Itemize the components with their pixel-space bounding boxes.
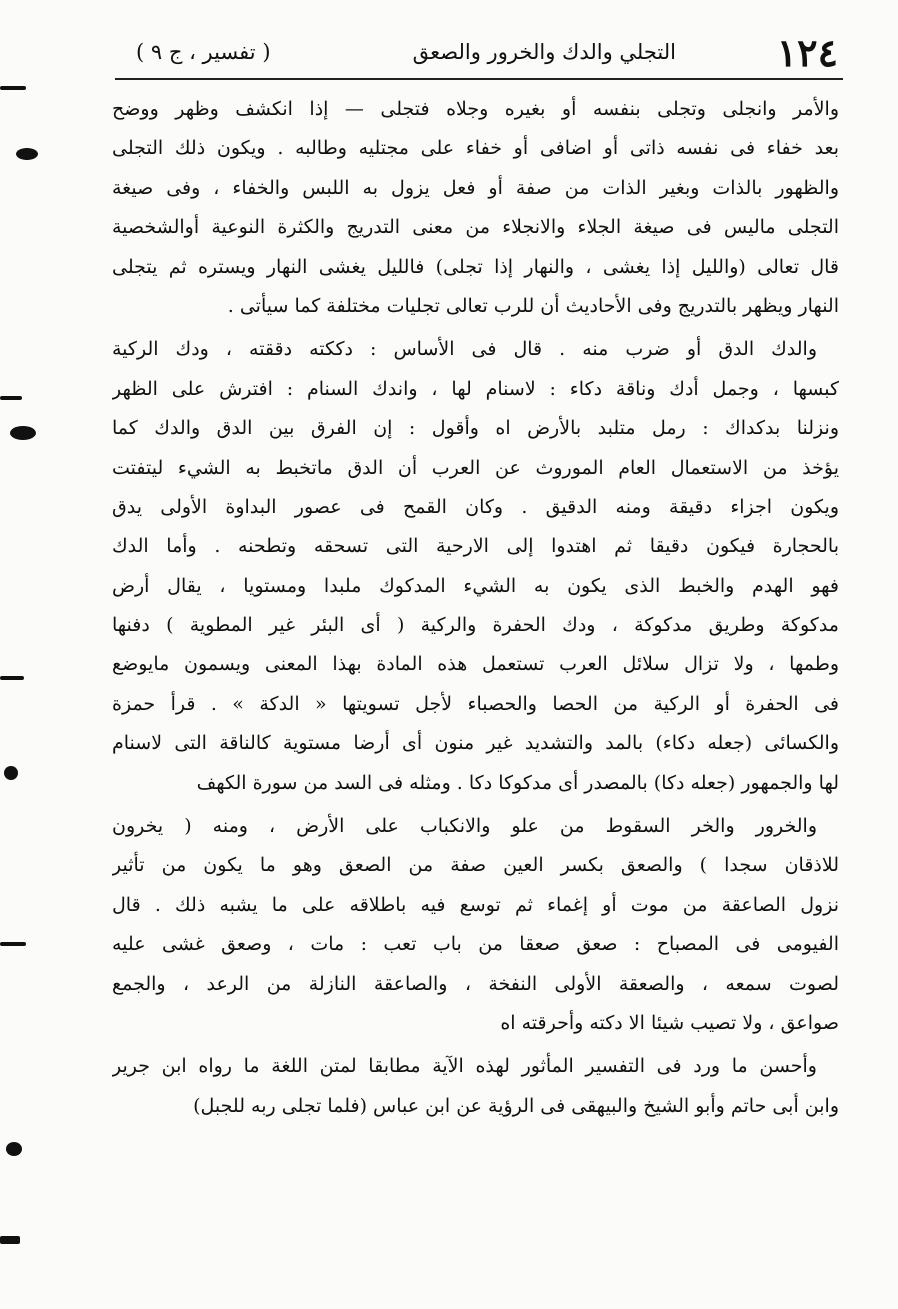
text-line: نزول الصاعقة من موت أو إغماء ثم توسع فيه باطلاقه على ما يشبه ذلك . قال — [112, 893, 839, 916]
text-line: بالحجارة فيكون دقيقا ثم اهتدوا إلى الارحية التى تسحقه وتطحنه . وأما الدك — [112, 535, 839, 558]
text-line: والخرور والخر السقوط من علو والانكباب على الأرض ، ومنه ( يخرون — [112, 815, 817, 838]
paragraph — [112, 90, 839, 326]
text-line: النهار ويظهر بالتدريج وفى الأحاديث أن للرب تعالى تجليات مختلفة كما سيأتى . — [227, 294, 839, 317]
paragraph — [112, 1047, 839, 1126]
running-title: التجلي والدك والخرور والصعق — [412, 40, 676, 64]
text-line: كبسها ، وجمل أدك وناقة دكاء : لاسنام لها ، واندك السنام : افترش على الظهر — [112, 377, 839, 400]
text-line: وابن أبى حاتم وأبو الشيخ والبيهقى فى الرؤية عن ابن عباس (فلما تجلى ربه للجبل) — [193, 1094, 839, 1117]
page-number: ١٢٤ — [776, 30, 838, 75]
text-line: والظهور بالذات وبغير الذات من صفة أو فعل يزول به اللبس والخفاء ، وفى صيغة — [112, 176, 839, 199]
paragraph — [112, 330, 839, 803]
text-line: والكسائى (جعله دكاء) بالمد والتشديد غير منون أى أرضا مستوية كالناقة التى لاسنام — [112, 732, 839, 755]
text-line: لها والجمهور (جعله دكا) بالمصدر أى مدكوكا دكا . ومثله فى السد من سورة الكهف — [196, 771, 839, 794]
body-text — [112, 90, 839, 1126]
page-header — [120, 28, 838, 78]
scan-mark — [0, 942, 26, 946]
text-line: وطمها ، ولا تزال سلائل العرب تستعمل هذه المادة بهذا المعنى ويسمون مايوضع — [112, 653, 839, 676]
text-line: يؤخذ من الاستعمال العام الموروث عن العرب أن الدق ماتخبط به الشيء ليتفتت — [112, 456, 839, 479]
text-line: ويكون اجزاء دقيقة ومنه الدقيق . وكان القمح فى عصور البداوة الأولى يدق — [112, 495, 839, 518]
text-line: بعد خفاء فى نفسه ذاتى أو اضافى أو خفاء على مجتليه وطالبه . ويكون ذلك التجلى — [112, 137, 839, 160]
text-line: والدك الدق أو ضرب منه . قال فى الأساس : دككته دققته ، ودك الركية — [112, 338, 817, 361]
scan-mark — [0, 86, 26, 90]
text-line: لصوت سمعه ، والصعقة الأولى النفخة ، والصاعقة النازلة من الرعد ، والجمع — [112, 972, 839, 995]
text-line: وأحسن ما ورد فى التفسير المأثور لهذه الآية مطابقا لمتن اللغة ما رواه ابن جرير — [112, 1055, 817, 1078]
text-line: صواعق ، ولا تصيب شيئا الا دكته وأحرقته اه — [500, 1011, 839, 1034]
scan-mark — [10, 426, 36, 440]
text-line: الفيومى فى المصباح : صعق صعقا من باب تعب : مات ، وصعق غشى عليه — [112, 933, 839, 956]
text-line: قال تعالى (والليل إذا يغشى ، والنهار إذا تجلى) فالليل يغشى النهار ويستره ثم يتجلى — [112, 255, 839, 278]
scan-mark — [0, 1236, 20, 1244]
text-line: فهو الهدم والخبط الذى يكون به الشيء المدكوك ملبدا ومستويا ، يقال أرض — [112, 574, 839, 597]
scan-mark — [0, 676, 24, 680]
scan-mark — [16, 148, 38, 160]
scan-mark — [6, 1142, 22, 1156]
scan-mark — [4, 766, 18, 780]
text-line: فى الحفرة أو الركية من الحصا والحصباء لأجل تسويتها « الدكة » . قرأ حمزة — [112, 692, 839, 715]
text-line: للاذقان سجدا ) والصعق بكسر العين صفة من الصعق وهو ما يكون من تأثير — [112, 854, 839, 877]
text-line: التجلى ماليس فى صيغة الجلاء والانجلاء من معنى التدريج والكثرة النوعية أوالشخصية — [112, 216, 839, 239]
text-line: ونزلنا بدكداك : رمل متلبد بالأرض اه وأقول : إن الفرق بين الدق والدك كما — [112, 417, 839, 440]
paragraph — [112, 807, 839, 1043]
volume-reference: ( تفسير ، ج ٩ ) — [136, 40, 271, 64]
text-line: والأمر وانجلى وتجلى بنفسه أو بغيره وجلاه فتجلى — إذا انكشف وظهر ووضح — [112, 98, 839, 120]
text-line: مدكوكة وطريق مدكوكة ، ودك الحفرة والركية ( أى البئر غير المطوية ) دفنها — [112, 614, 839, 637]
scan-mark — [0, 396, 22, 400]
header-rule — [115, 78, 843, 80]
